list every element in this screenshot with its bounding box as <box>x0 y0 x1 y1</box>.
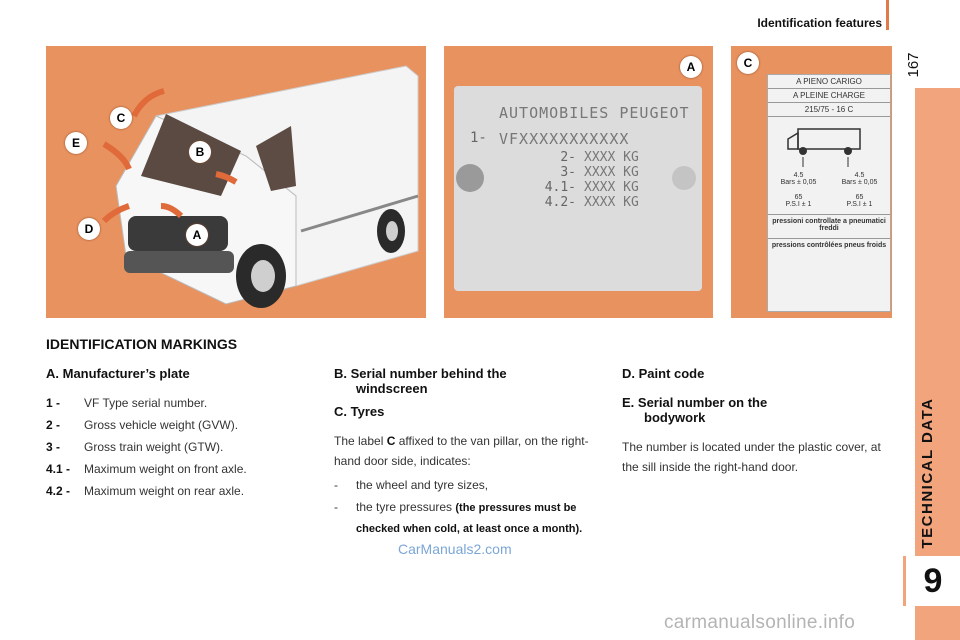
plate-rivet-left <box>456 164 484 192</box>
van-drawing <box>46 46 426 318</box>
callout-a: A <box>680 56 702 78</box>
page-number: 167 <box>905 52 922 78</box>
page-header-title: Identification features <box>757 16 882 30</box>
column-paint-serial <box>622 366 890 477</box>
plate-items-list <box>46 393 316 501</box>
list-item: 4.2 - Maximum weight on rear axle. <box>46 484 245 498</box>
tyre-pressure-label: A PIENO CARIGO A PLEINE CHARGE 215/75 - 16 C 4.5 Bars ± 0,05 4.5 Bars ± 0,05 65 P.S.I ± 1 65 P.S.I ± 1 pressioni controllate a pneumatici freddi pressions contrôlées pneus froids <box>767 74 891 312</box>
heading-serial-windscreen: B. Serial number behind the windscreen <box>334 366 507 396</box>
van-outline-icon <box>768 117 890 167</box>
plate-rivet-right <box>672 166 696 190</box>
serial-bodywork-text: The number is located under the plastic cover, at the sill inside the right-hand door. <box>622 440 881 474</box>
van-illustration <box>46 46 426 318</box>
plate-row-value: VFXXXXXXXXXXX <box>499 130 630 148</box>
callout-e: E <box>65 132 87 154</box>
column-manufacturers-plate <box>46 366 316 503</box>
list-item: 3 - Gross train weight (GTW). <box>46 440 224 454</box>
list-item: 4.1 - Maximum weight on front axle. <box>46 462 247 476</box>
callout-c: C <box>737 52 759 74</box>
heading-serial-bodywork: E. Serial number on the bodywork <box>622 395 768 425</box>
heading-paint-code: D. Paint code <box>622 366 705 381</box>
callout-a: A <box>186 224 208 246</box>
watermark-link[interactable]: CarManuals2.com <box>398 541 512 557</box>
tyre-label-illustration <box>731 46 892 318</box>
tyres-bullet: - the wheel and tyre sizes, <box>334 478 489 492</box>
heading-tyres: C. Tyres <box>334 404 385 419</box>
callout-b: B <box>189 141 211 163</box>
chapter-number: 9 <box>903 556 960 606</box>
list-item: 2 - Gross vehicle weight (GVW). <box>46 418 239 432</box>
plate-row-num: 2- 3- 4.1- 4.2- <box>544 150 576 210</box>
manufacturer-plate-illustration <box>444 46 713 318</box>
footer-watermark-link[interactable]: carmanualsonline.info <box>664 612 856 633</box>
plate-row-num: 1- <box>470 130 487 146</box>
section-title: IDENTIFICATION MARKINGS <box>46 336 238 352</box>
heading-manufacturers-plate: A. Manufacturer’s plate <box>46 366 190 381</box>
callout-c: C <box>110 107 132 129</box>
plate-maker: AUTOMOBILES PEUGEOT <box>499 104 690 122</box>
plate-row-value: XXXX KG XXXX KG XXXX KG XXXX KG <box>584 150 639 210</box>
callout-d: D <box>78 218 100 240</box>
chapter-side-tab-label: TECHNICAL DATA <box>919 397 936 549</box>
header-divider <box>886 0 889 30</box>
tyres-bullet: - the tyre pressures (the pressures must be checked when cold, at least once a month). <box>334 500 583 535</box>
list-item: 1 - VF Type serial number. <box>46 396 208 410</box>
column-serial-tyres <box>334 366 606 539</box>
tyres-intro: The label C affixed to the van pillar, on the right-hand door side, indicates: <box>334 434 589 468</box>
